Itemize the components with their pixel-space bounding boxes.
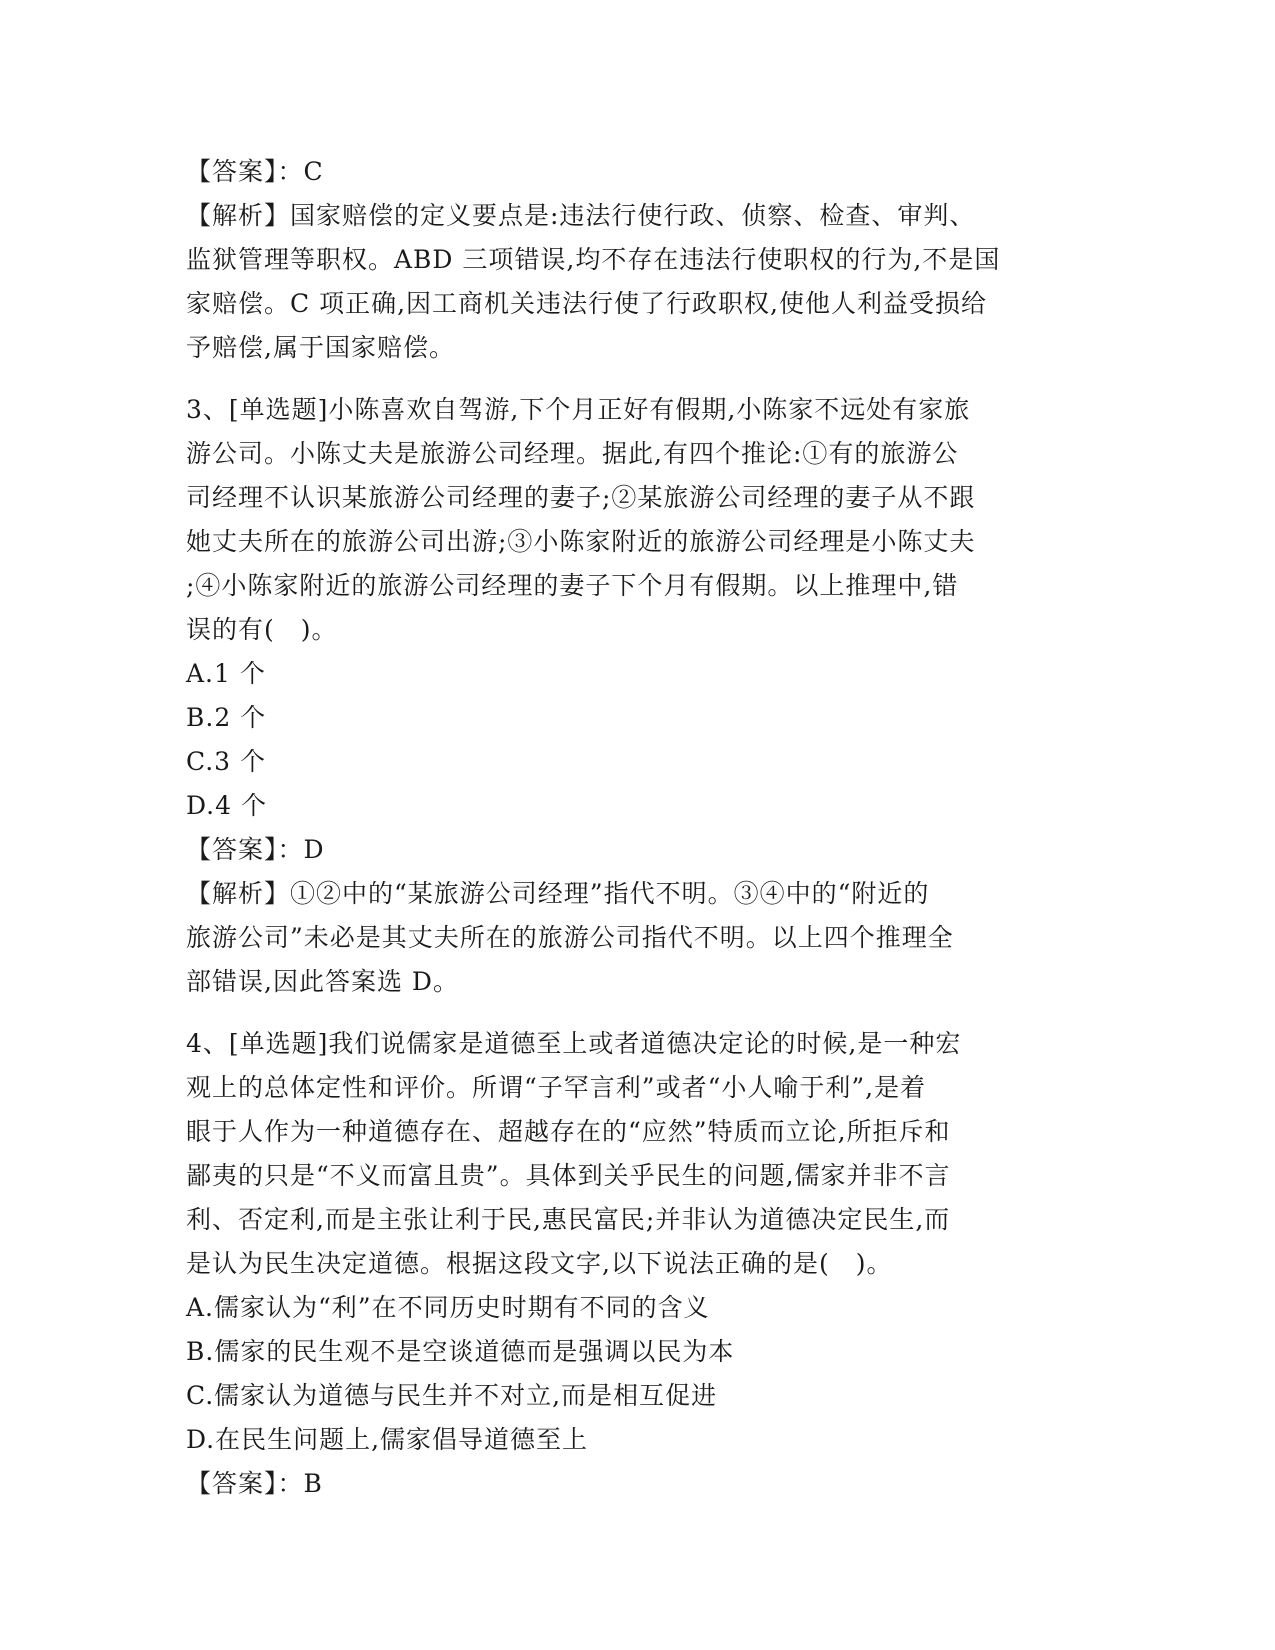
question-3 <box>186 388 1086 1004</box>
analysis-line: 予赔偿,属于国家赔偿。 <box>186 333 455 362</box>
question-stem-line: 鄙夷的只是“不义而富且贵”。具体到关乎民生的问题,儒家并非不言 <box>186 1161 951 1190</box>
spacer <box>186 1004 1086 1022</box>
answer-line: 【答案】：C <box>186 157 324 186</box>
question-stem-line: 3、[单选题]小陈喜欢自驾游,下个月正好有假期,小陈家不远处有家旅 <box>186 395 971 424</box>
analysis-line: 旅游公司”未必是其丈夫所在的旅游公司指代不明。以上四个推理全 <box>186 923 954 952</box>
analysis-line: 【解析】国家赔偿的定义要点是:违法行使行政、侦察、检查、审判、 <box>186 201 976 230</box>
analysis-line: 【解析】①②中的“某旅游公司经理”指代不明。③④中的“附近的 <box>186 879 930 908</box>
option-a: A.1 个 <box>186 659 266 688</box>
question-stem-line: ;④小陈家附近的旅游公司经理的妻子下个月有假期。以上推理中,错 <box>186 571 959 600</box>
analysis-line: 部错误,因此答案选 D。 <box>186 967 459 996</box>
question-stem-line: 误的有( )。 <box>186 615 338 644</box>
question-stem-line: 眼于人作为一种道德存在、超越存在的“应然”特质而立论,所拒斥和 <box>186 1117 951 1146</box>
answer-line: 【答案】：D <box>186 835 325 864</box>
question-stem-line: 4、[单选题]我们说儒家是道德至上或者道德决定论的时候,是一种宏 <box>186 1029 962 1058</box>
question-stem-line: 利、否定利,而是主张让利于民,惠民富民;并非认为道德决定民生,而 <box>186 1205 951 1234</box>
answer-line: 【答案】：B <box>186 1469 323 1498</box>
question-stem-line: 是认为民生决定道德。根据这段文字,以下说法正确的是( )。 <box>186 1249 893 1278</box>
question-stem-line: 司经理不认识某旅游公司经理的妻子;②某旅游公司经理的妻子从不跟 <box>186 483 976 512</box>
spacer <box>186 370 1086 388</box>
question-stem-line: 游公司。小陈丈夫是旅游公司经理。据此,有四个推论:①有的旅游公 <box>186 439 959 468</box>
analysis-line: 监狱管理等职权。ABD 三项错误,均不存在违法行使职权的行为,不是国 <box>186 245 1001 274</box>
analysis-line: 家赔偿。C 项正确,因工商机关违法行使了行政职权,使他人利益受损给 <box>186 289 987 318</box>
option-d: D.在民生问题上,儒家倡导道德至上 <box>186 1425 589 1454</box>
prev-question-answer-block <box>186 150 1086 370</box>
option-b: B.2 个 <box>186 703 267 732</box>
question-stem-line: 她丈夫所在的旅游公司出游;③小陈家附近的旅游公司经理是小陈丈夫 <box>186 527 976 556</box>
document-page <box>186 150 1086 1506</box>
option-a: A.儒家认为“利”在不同历史时期有不同的含义 <box>186 1293 710 1322</box>
option-d: D.4 个 <box>186 791 267 820</box>
question-stem-line: 观上的总体定性和评价。所谓“子罕言利”或者“小人喻于利”,是着 <box>186 1073 927 1102</box>
option-c: C.3 个 <box>186 747 267 776</box>
option-c: C.儒家认为道德与民生并不对立,而是相互促进 <box>186 1381 718 1410</box>
option-b: B.儒家的民生观不是空谈道德而是强调以民为本 <box>186 1337 735 1366</box>
question-4 <box>186 1022 1086 1506</box>
